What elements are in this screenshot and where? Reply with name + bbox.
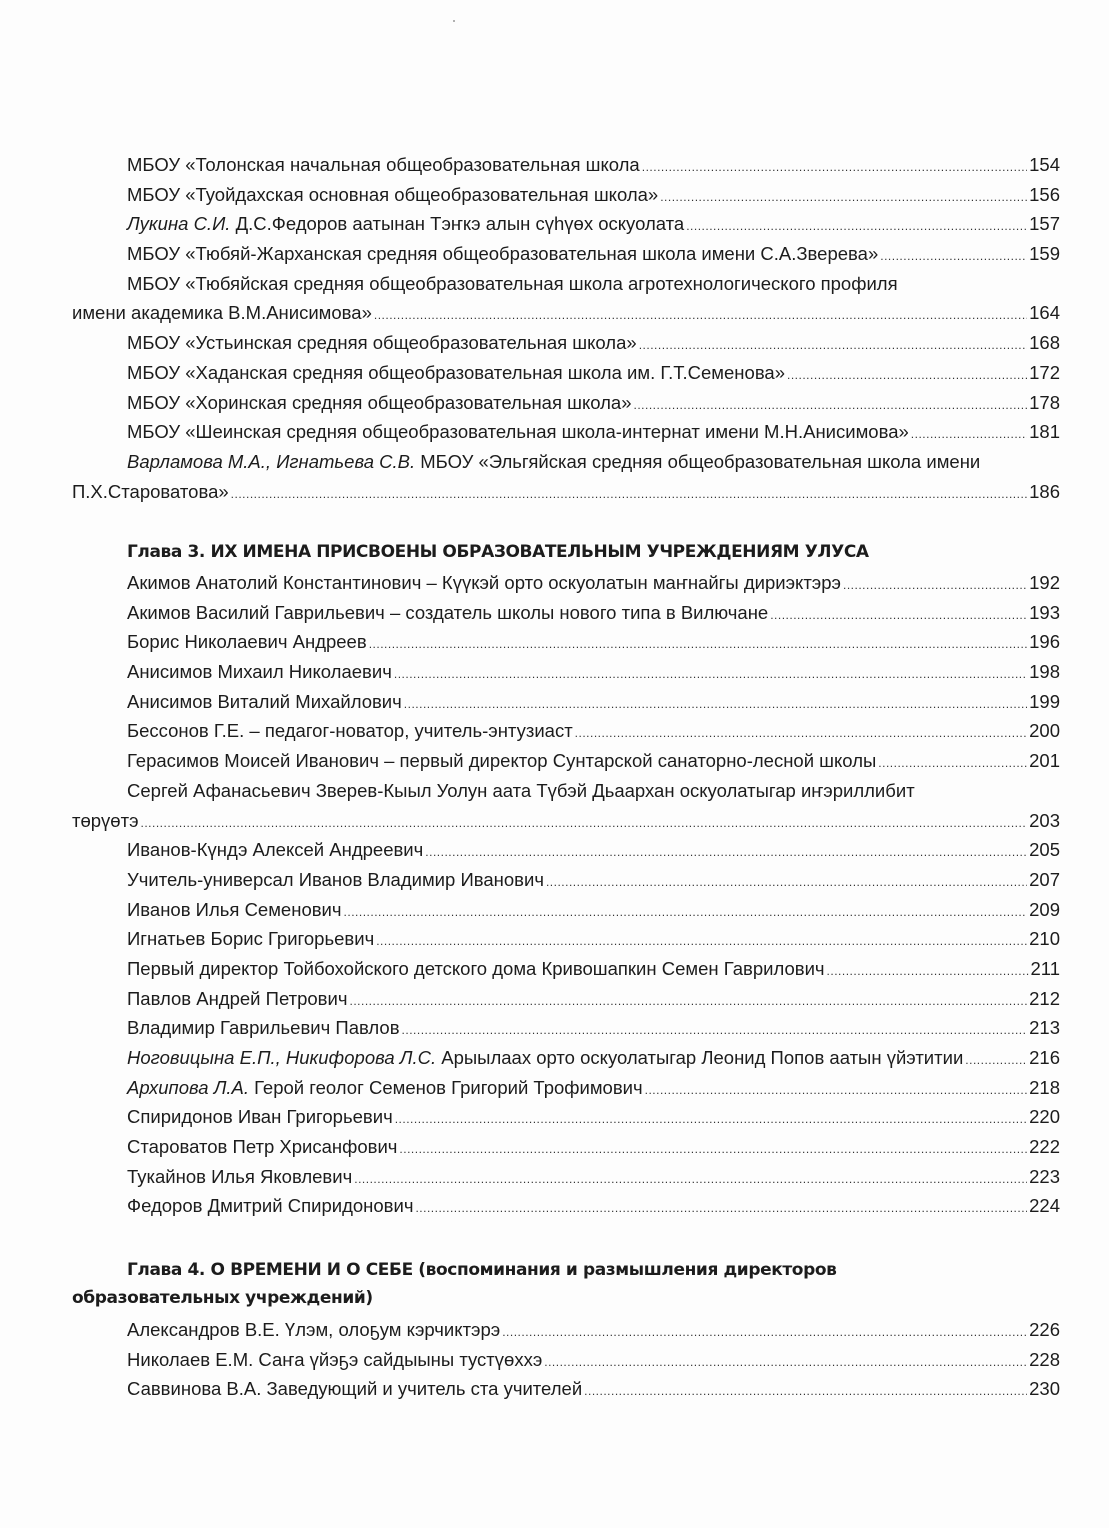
toc-chapter-4-entries [72,1315,1060,1404]
entry-author: Ноговицына Е.П., Никифорова Л.С. [127,1047,437,1068]
leader-dots [395,1105,1027,1135]
toc-entry[interactable] [72,1162,1060,1192]
toc-entry[interactable] [72,895,1060,925]
entry-title: Первый директор Тойбохойского детского дома Кривошапкин Семен Гаврилович [127,957,825,979]
toc-entry-line2[interactable] [72,298,1060,328]
entry-title: Акимов Анатолий Константинович – Күүкэй орто оскуолатын маҥнайгы дириэктэрэ [127,572,841,593]
leader-dots [645,1076,1027,1106]
page-number: 192 [1029,572,1060,593]
entry-title: МБОУ «Тюбяйская средняя общеобразовательная школа агротехнологического профиля [127,272,898,294]
page-number: 196 [1029,631,1060,653]
page-number: 164 [1029,302,1060,324]
page-number: 210 [1029,928,1060,950]
page-number: 224 [1029,1195,1060,1217]
entry-title: Иванов-Күндэ Алексей Андреевич [127,839,424,861]
toc-entry-line1[interactable] [72,776,1060,806]
entry-title: Владимир Гаврильевич Павлов [127,1017,400,1039]
toc-entry[interactable] [72,239,1060,269]
page-number: 205 [1029,839,1060,861]
leader-dots [402,1016,1028,1046]
leader-dots [546,868,1027,898]
entry-title: МБОУ «Хоринская средняя общеобразовательная школа» [127,391,632,413]
leader-dots [404,690,1027,720]
entry-title: Сергей Афанасьевич Зверев-Кыыл Уолун аата Түбэй Дьаархан оскуолатыгар иҥэриллибит [127,779,915,801]
page-number: 207 [1029,868,1060,890]
entry-title-continuation: төрүөтэ [72,809,139,831]
page-number: 172 [1029,361,1060,383]
entry-author: Лукина С.И. [127,213,231,235]
toc-entry-line2[interactable] [72,806,1060,836]
entry-title: Герасимов Моисей Иванович – первый директор Сунтарской санаторно-лесной школы [127,750,877,772]
entry-title: Анисимов Виталий Михайлович [127,690,402,712]
leader-dots [354,1165,1027,1195]
toc-entry[interactable] [72,746,1060,776]
leader-dots [394,660,1027,690]
toc-entry[interactable] [72,627,1060,657]
toc-entry[interactable] [72,687,1060,717]
page-number: 201 [1029,750,1060,772]
entry-author: Архипова Л.А. [127,1076,250,1098]
entry-title: Николаев Е.М. Саҥа үйэҕэ сайдыыны тустүөххэ [127,1348,543,1370]
entry-author: Варламова М.А., Игнатьева С.В. [127,450,416,472]
page-number: 168 [1029,332,1060,354]
page-number: 220 [1029,1106,1060,1128]
leader-dots [374,301,1027,331]
toc-entry[interactable] [72,388,1060,418]
leader-dots [544,1348,1027,1378]
scan-speck [453,20,455,22]
page-number: 211 [1030,957,1060,979]
leader-dots [634,391,1028,421]
leader-dots [660,183,1027,213]
toc-entry[interactable] [72,1315,1060,1345]
entry-title: Борис Николаевич Андреев [127,631,367,653]
entry-title: МБОУ «Туойдахская основная общеобразовательная школа» [127,183,659,205]
page-number: 178 [1029,391,1060,413]
toc-entry[interactable] [72,984,1060,1014]
page-number: 154 [1029,154,1060,175]
toc-entry-line1[interactable] [72,447,1060,477]
entry-title: Павлов Андрей Петрович [127,987,348,1009]
page-number: 186 [1029,480,1060,502]
toc-entry-line2[interactable] [72,477,1060,507]
toc-entry[interactable] [72,924,1060,954]
entry-title-continuation: П.Х.Староватова» [72,480,229,502]
leader-dots [575,719,1027,749]
entry-title: Тукайнов Илья Яковлевич [127,1165,353,1187]
leader-dots [349,987,1027,1017]
leader-dots [344,898,1028,928]
entry-title: Игнатьев Борис Григорьевич [127,928,375,950]
entry-title: Бессонов Г.Е. – педагог-новатор, учитель-энтузиаст [127,720,573,742]
page-number: 226 [1029,1319,1060,1340]
toc-entry[interactable] [72,150,1060,180]
toc-chapter-3 [72,538,1060,566]
entry-title: МБОУ «Хаданская средняя общеобразовательная школа им. Г.Т.Семенова» [127,361,786,383]
leader-dots [369,630,1027,660]
entry-title: Александров В.Е. Үлэм, олоҕум кэрчиктэрэ [127,1319,501,1340]
toc-entry[interactable] [72,657,1060,687]
leader-dots [686,212,1027,242]
leader-dots [965,1046,1027,1076]
entry-title: МБОУ «Тюбяй-Жарханская средняя общеобразовательная школа имени С.А.Зверева» [127,243,879,265]
toc-entry[interactable] [72,358,1060,388]
toc-entry[interactable] [72,568,1060,598]
entry-title: Учитель-универсал Иванов Владимир Иванович [127,868,544,890]
entry-title: МБОУ «Устьинская средняя общеобразовательная школа» [127,332,637,354]
toc-chapter-3-entries [72,568,1060,1221]
toc-entry-line1[interactable] [72,269,1060,299]
entry-title: Арыылаах орто оскуолатыгар Леонид Попов аатын үйэтитии [436,1047,964,1068]
leader-dots [231,480,1027,510]
entry-title: МБОУ «Шеинская средняя общеобразовательная школа-интернат имени М.Н.Анисимова» [127,421,909,443]
page-number: 222 [1029,1136,1060,1158]
entry-title: Федоров Дмитрий Спиридонович [127,1195,414,1217]
toc-entry[interactable] [72,865,1060,895]
leader-dots [878,749,1027,779]
entry-title: МБОУ «Толонская начальная общеобразовательная школа [127,154,640,175]
leader-dots [584,1377,1027,1407]
toc-entry[interactable] [72,1374,1060,1404]
page-number: 156 [1029,183,1060,205]
chapter-heading-continuation[interactable]: образовательных учреждений) [72,1288,373,1308]
entry-title: Староватов Петр Хрисанфович [127,1136,398,1158]
toc-section-schools [72,150,1060,506]
leader-dots [642,153,1027,183]
page-number: 193 [1029,601,1060,623]
leader-dots [502,1318,1027,1348]
toc-entry[interactable] [72,1191,1060,1221]
page-number: 209 [1029,898,1060,920]
page-number: 223 [1029,1165,1060,1187]
leader-dots [415,1194,1027,1224]
toc-entry[interactable] [72,1345,1060,1375]
entry-title-continuation: имени академика В.М.Анисимова» [72,302,372,324]
entry-title: Акимов Василий Гаврильевич – создатель школы нового типа в Вилючане [127,601,769,623]
toc-entry[interactable] [72,209,1060,239]
page-number: 230 [1029,1378,1060,1400]
leader-dots [425,838,1027,868]
toc-entry[interactable] [72,1043,1060,1073]
toc-entry[interactable] [72,417,1060,447]
page-number: 157 [1029,213,1060,235]
toc-entry[interactable] [72,716,1060,746]
entry-title: Герой геолог Семенов Григорий Трофимович [249,1076,643,1098]
entry-title: Спиридонов Иван Григорьевич [127,1106,393,1128]
chapter-heading[interactable]: Глава 4. О ВРЕМЕНИ И О СЕБЕ (воспоминания и размышления директоров [127,1260,837,1280]
toc-entry[interactable] [72,1132,1060,1162]
toc-entry[interactable] [72,1073,1060,1103]
leader-dots [911,420,1027,450]
leader-dots [827,957,1029,987]
page-number: 159 [1029,243,1060,265]
toc-entry[interactable] [72,1013,1060,1043]
page-number: 213 [1029,1017,1060,1039]
leader-dots [843,571,1027,601]
page-number: 218 [1029,1076,1060,1098]
leader-dots [639,331,1027,361]
chapter-heading[interactable]: Глава 3. ИХ ИМЕНА ПРИСВОЕНЫ ОБРАЗОВАТЕЛЬНЫМ УЧРЕЖДЕНИЯМ УЛУСА [127,542,869,562]
entry-title: МБОУ «Эльгяйская средняя общеобразовательная школа имени [415,450,981,472]
toc-entry[interactable] [72,835,1060,865]
leader-dots [880,242,1027,272]
toc-entry[interactable] [72,180,1060,210]
toc-entry[interactable] [72,328,1060,358]
page-number: 228 [1029,1348,1060,1370]
entry-title: Саввинова В.А. Заведующий и учитель ста учителей [127,1378,583,1400]
page-number: 212 [1029,987,1060,1009]
toc-chapter-4 [72,1256,1060,1312]
page-number: 216 [1029,1047,1060,1068]
page-number: 203 [1029,809,1060,831]
toc-entry[interactable] [72,598,1060,628]
entry-title: Д.С.Федоров аатынан Тэҥкэ алын сүһүөх оскуолата [230,213,685,235]
page-number: 200 [1029,720,1060,742]
leader-dots [376,927,1027,957]
entry-title: Иванов Илья Семенович [127,898,342,920]
page-number: 199 [1029,690,1060,712]
page-number: 181 [1029,421,1060,443]
page-number: 198 [1029,661,1060,683]
leader-dots [141,809,1028,839]
toc-entry[interactable] [72,954,1060,984]
leader-dots [770,601,1027,631]
leader-dots [787,361,1027,391]
entry-title: Анисимов Михаил Николаевич [127,661,392,683]
leader-dots [399,1135,1027,1165]
toc-entry[interactable] [72,1102,1060,1132]
